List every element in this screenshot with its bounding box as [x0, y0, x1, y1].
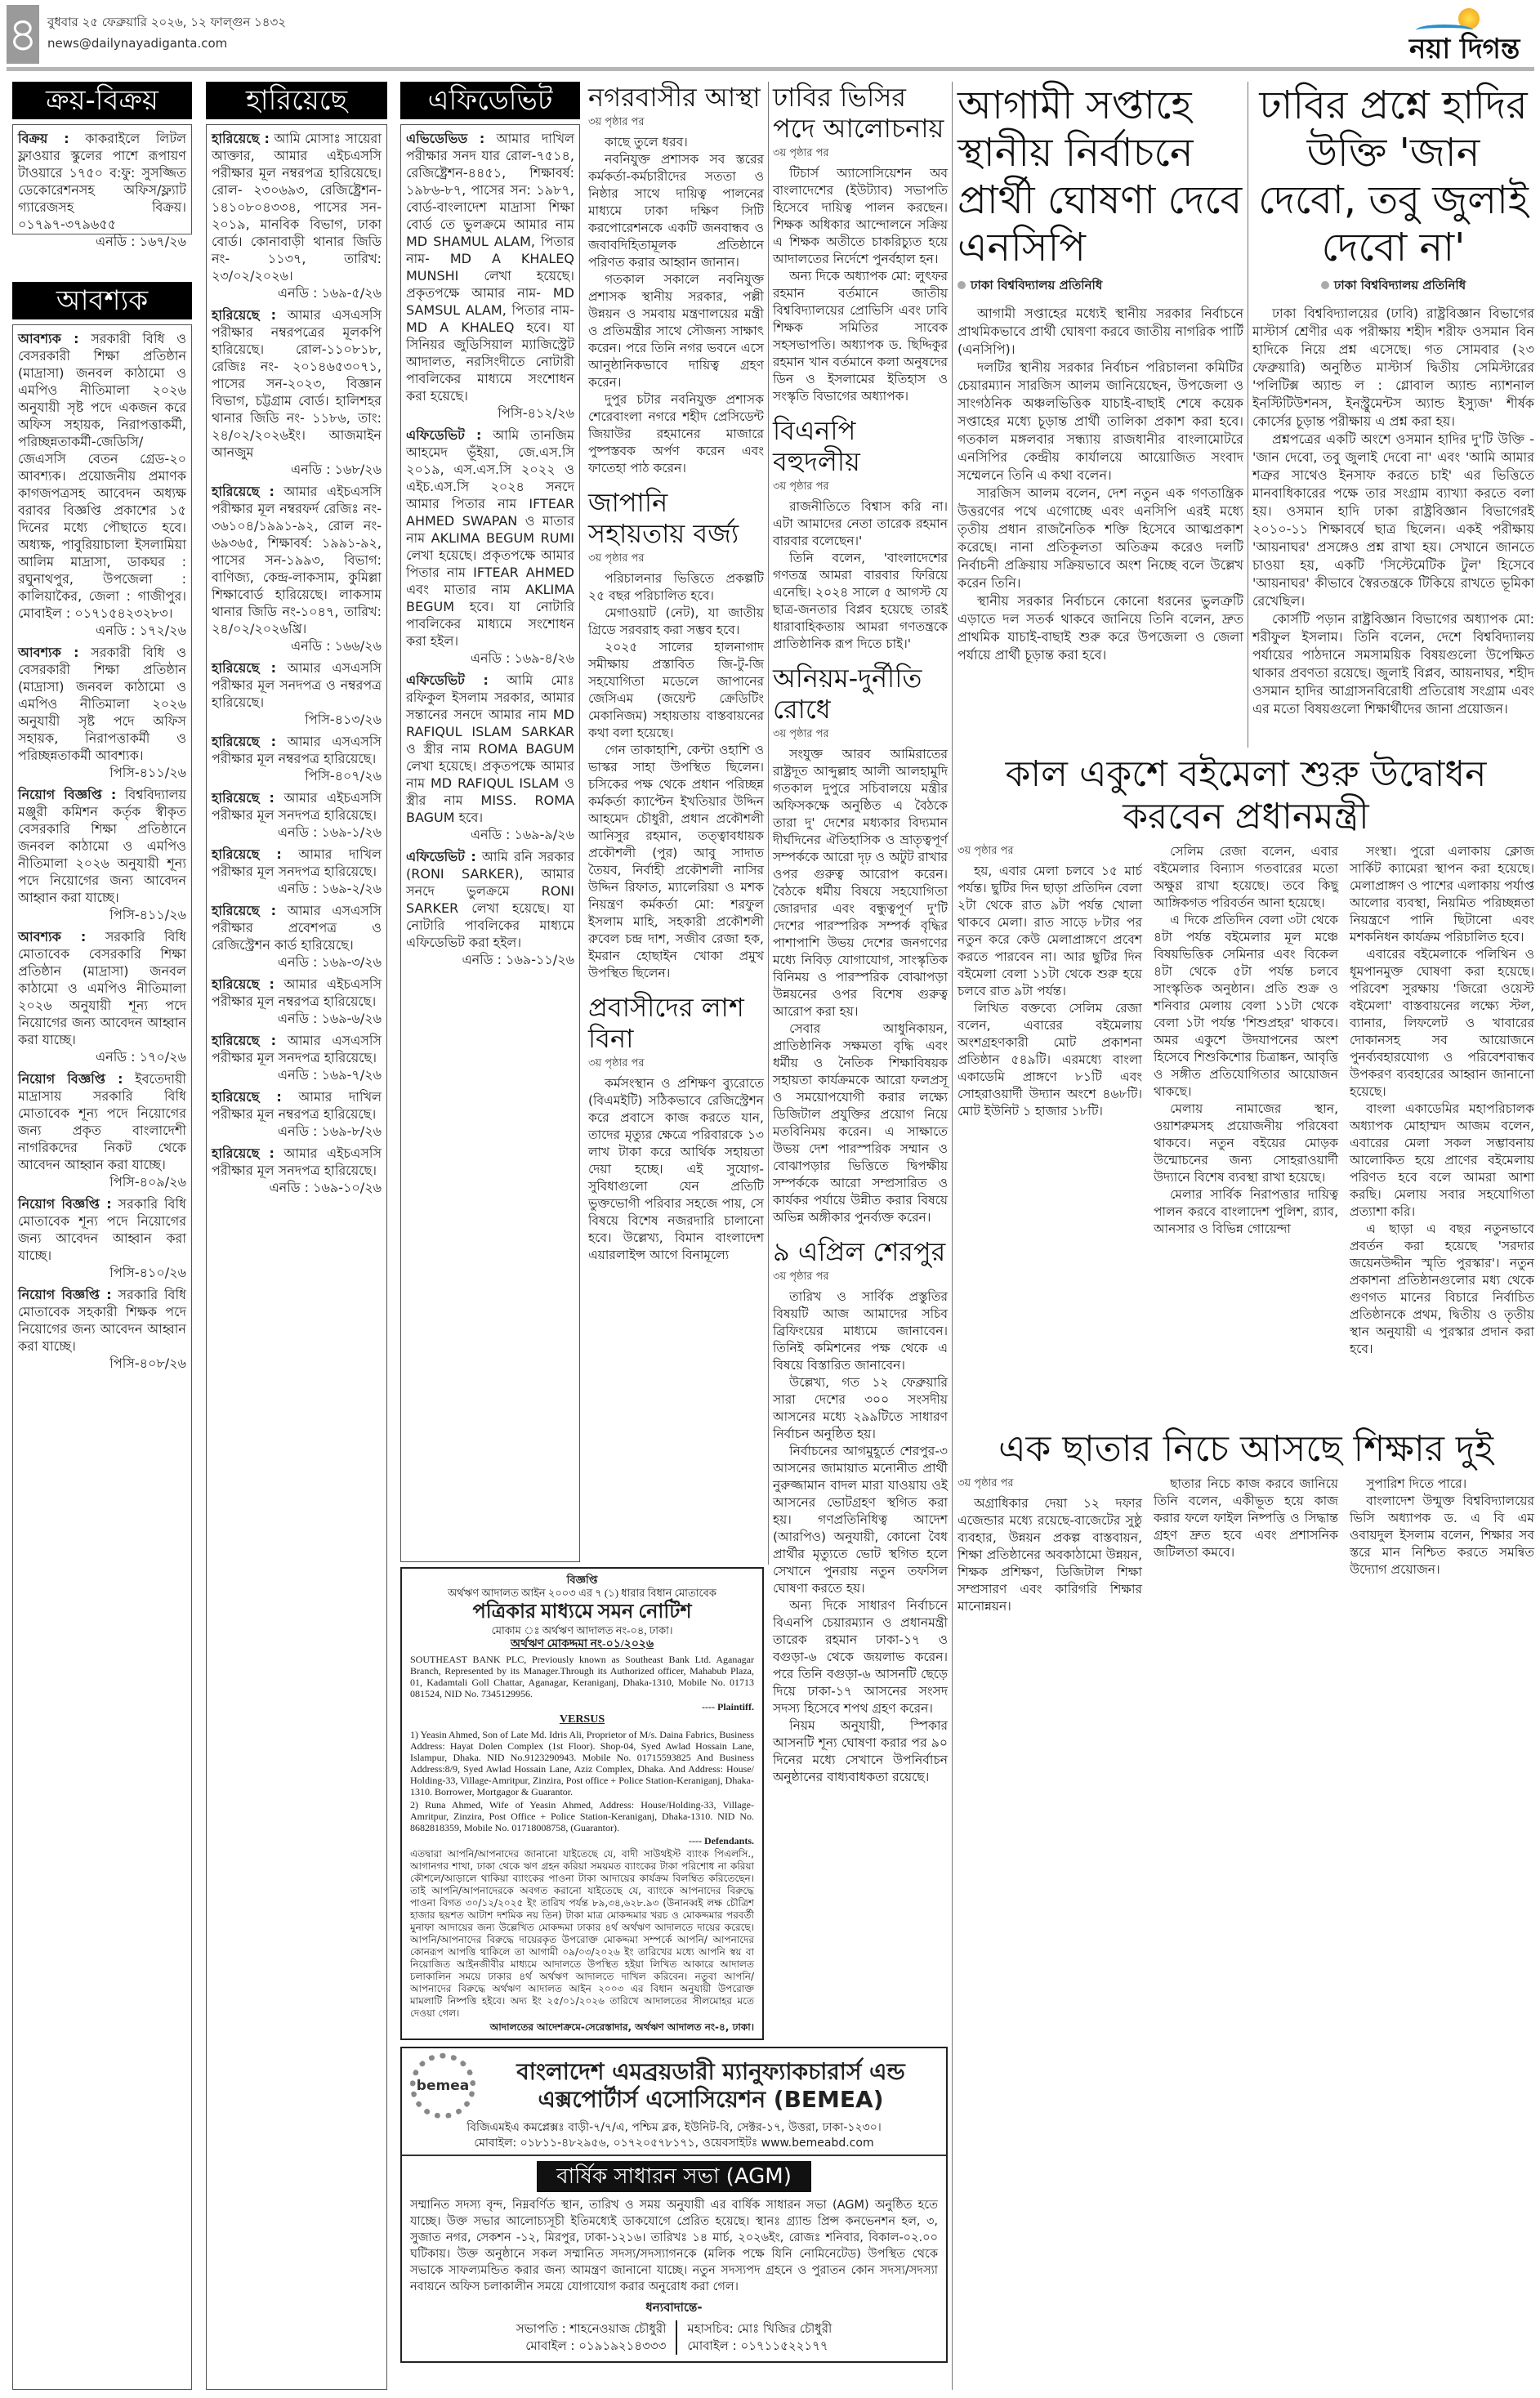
classified-label: নিয়োগ বিজ্ঞপ্তি : — [18, 1071, 123, 1087]
article-column — [1154, 843, 1338, 1358]
paragraph: সেবার আধুনিকায়ন, প্রাতিষ্ঠানিক সক্ষমতা বৃদ্ধি এবং ধর্মীয় ও নৈতিক শিক্ষাবিষয়ক সহায়তা কার্যক্রমকে আরো ফলপ্রসূ ও সময়োপযোগী করার লক্ষ্যে ডিজিটাল প্রযুক্তির প্রয়োগ নিয়ে মতবিনিময় করেন। এ সাক্ষাতে উভয় দেশ পারস্পরিক সম্মান ও বোঝাপড়ার ভিত্তিতে দ্বিপক্ষীয় সম্পর্ককে আরো সম্প্রসারিত ও কার্যকর পর্যায়ে উন্নীত করার বিষয়ে অভিন্ন অঙ্গীকার পুনর্ব্যক্ত করেন। — [773, 1021, 948, 1225]
paragraph: সারজিস আলম বলেন, দেশ নতুন এক গণতান্ত্রিক উত্তরণের পথে এগোচ্ছে এবং এনসিপি এরই মধ্যে তৃতীয় প্রধান রাজনৈতিক শক্তি হিসেবে আত্মপ্রকাশ করেছে। নানা প্রতিকূলতা অতিক্রম করেও দলটি নির্বাচনী প্রক্রিয়ায় সক্রিয়ভাবে অংশ নিচ্ছে বলে উল্লেখ করেন তিনি। — [957, 485, 1243, 591]
notice-case-number: অর্থঋণ মোকদ্দমা নং-০১/২০২৬ — [510, 1638, 654, 1650]
paragraph: রাজনীতিতে বিশ্বাস করি না। এটা আমাদের নেতা তারেক রহমান বারবার বলেছেন।' — [773, 499, 948, 548]
classified-label: আবশ্যক : — [18, 331, 79, 346]
classified-label: হারিয়েছে : — [212, 734, 276, 749]
classified-code: পিসি-৪১১/২৬ — [109, 907, 186, 922]
classified-label: বিক্রয় : — [18, 131, 69, 146]
headline: ৯ এপ্রিল শেরপুর — [773, 1236, 946, 1267]
paragraph: দুপুর চটার নবনিযুক্ত প্রশাসক শেরেবাংলা নগরে শহীদ প্রেসিডেন্ট জিয়াউর রহমানের মাজারে পুষ্পস্তবক অর্পণ করেন এবং ফাতেহা পাঠ করেন। — [588, 392, 764, 476]
paragraph: মেলায় নামাজের স্থান, ওয়াশরুমসহ প্রয়োজনীয় পরিষেবা থাকবে। নতুন বইয়ের মোড়ক উন্মোচনের জন্য সোহরাওয়ার্দী উদ্যানে বিশেষ ব্যবস্থা রাখা হয়েছে। — [1154, 1101, 1338, 1185]
classified-label: হারিয়েছে : — [212, 846, 282, 862]
newspaper-logo[interactable] — [1401, 7, 1532, 64]
classified-code: এনডি : ১৬৯-৮/২৬ — [277, 1123, 382, 1139]
classified-item — [212, 789, 382, 841]
paragraph: গতকাল সকালে নবনিযুক্ত প্রশাসক স্থানীয় সরকার, পল্লী উন্নয়ন ও সমবায় মন্ত্রণালয়ের মন্ত্রী ও প্রতিমন্ত্রীর সাথে সৌজন্য সাক্ষাৎ করেন। পরে তিনি নগর ভবনে এসে আনুষ্ঠানিকভাবে দায়িত্ব গ্রহণ করেন। — [588, 272, 764, 390]
continued-label: ৩য় পৃষ্ঠার পর — [957, 1477, 1014, 1489]
classified-item — [18, 928, 186, 1065]
classified-code: এনডি : ১৬৯-৩/২৬ — [277, 954, 382, 970]
classified-item — [212, 306, 382, 478]
classified-text: আমার এইচএসসি পরীক্ষার মূল নম্বরপত্র হারিয়েছে। — [212, 976, 382, 1009]
section-header-buy-sell: ক্রয়-বিক্রয় — [12, 82, 192, 119]
classified-code: এনডি : ১৬৬/২৬ — [290, 638, 382, 654]
classified-label: এফিডেভিট : — [406, 849, 476, 864]
classified-box-wanted — [12, 324, 192, 2390]
paragraph: মেলার সার্বিক নিরাপত্তার দায়িত্ব পালন করবে বাংলাদেশ পুলিশ, র‌্যাব, আনসার ও বিভিন্ন গোয়েন্দা — [1154, 1187, 1338, 1236]
paragraph: স্থানীয় সরকার নির্বাচনে কোনো ধরনের ভুলত্রুটি এড়াতে দল সতর্ক থাকবে জানিয়ে তিনি বলেন, দ্রুত প্রাথমিক যাচাই-বাছাই শুরু করে উপজেলা ও জেলা পর্যায়ে প্রার্থী চূড়ান্ত করা হবে। — [957, 593, 1243, 663]
address-line: বিজিএমইএ কমপ্লেক্সঃ বাড়ী-৭/৭/এ, পশ্চিম ব্লক, ইউনিট-বি, সেক্টর-১৭, উত্তরা, ঢাকা-১২৩০। — [466, 2121, 882, 2134]
paragraph: সেলিম রেজা বলেন, এবার বইমেলার বিন্যাস গতবারের মতো অক্ষুণ্ণ রাখা হয়েছে। তবে কিছু আঙ্গিকগত পরিবর্তন আনা হয়েছে। — [1154, 844, 1338, 910]
summons-notice-ad — [400, 1567, 764, 2040]
classified-label: এফিডেভিট : — [406, 427, 482, 443]
classified-item — [212, 846, 382, 897]
classified-text: সরকারি বিধি মোতাবেক শূন্য পদে নিয়োগের জন্য আবেদন আহ্বান করা যাচ্ছে। — [18, 1196, 186, 1263]
classified-item — [18, 786, 186, 923]
classified-label: হারিয়েছে : — [212, 790, 275, 806]
classified-text: আমার দাখিল পরীক্ষার সনদ যার রোল-৭৫১৪, রেজিষ্ট্রেশন-৪৪৫১, শিক্ষাবর্ষ: ১৯৮৬-৮৭, পাসের সন: ১৯৮৭, বোর্ড-বাংলাদেশ মাদ্রাসা শিক্ষা বোর্ড তে ভুলক্রমে আমার নাম MD SHAMUL ALAM, পিতার নাম- MD A KHALEQ MUNSHI লেখা হয়েছে। প্রকৃতপক্ষে আমার নাম- MD SAMSUL ALAM, পিতার নাম- MD A KHALEQ হবে। যা সিনিয়র জুডিসিয়াল ম্যাজিস্ট্রেট আদালত, নরসিংদীতে নোটারী পাবলিকের মাধ্যমে সংশোধন করা হয়েছে। — [406, 131, 574, 404]
article-boimela — [957, 753, 1534, 1358]
classified-code: পিসি-৪১৩/২৬ — [305, 712, 382, 727]
paragraph: পরিচালনার ভিত্তিতে প্রকল্পটি ২৫ বছর পরিচালিত হবে। — [588, 571, 764, 603]
classified-item — [212, 1032, 382, 1083]
organization-name: বাংলাদেশ এমব্রয়ডারী ম্যানুফ্যাকচারার্স এন্ড এক্সপোর্টার্স এসোসিয়েশন (BEMEA) — [516, 2058, 905, 2113]
paragraph: ঢাকা বিশ্ববিদ্যালয়ের (ঢাবি) রাষ্ট্রবিজ্ঞান বিভাগের মাস্টার্স শ্রেণীর এক পরীক্ষায় শহীদ শরীফ ওসমান বিন হাদিকে নিয়ে প্রশ্ন এসেছে। গত সোমবার (২৩ ফেব্রুয়ারি) অনুষ্ঠিত মাস্টার্স দ্বিতীয় সেমিস্টারের 'পলিটিক্স অ্যান্ড ল : গ্লোবাল অ্যান্ড ন্যাশনাল ইনস্টিটিউশনস, ইনস্ট্রুমেন্টস অ্যান্ড ইস্যুজ' শীর্ষক কোর্সের চূড়ান্ত পরীক্ষায় এ প্রশ্ন করা হয়। — [1252, 306, 1534, 429]
article-probashi — [588, 992, 764, 1264]
classified-code: এনডি : ১৬৯-১/২৬ — [277, 824, 382, 840]
ads-stack — [400, 1567, 948, 2363]
continued-label: ৩য় পৃষ্ঠার পর — [588, 1057, 645, 1069]
secretary-signature — [677, 2320, 841, 2355]
classified-code: পিসি-৪০৯/২৬ — [109, 1174, 186, 1190]
byline: ঢাকা বিশ্ববিদ্যালয় প্রতিনিধি — [957, 276, 1243, 297]
classified-text: সরকারী বিধি ও বেসরকারী শিক্ষা প্রতিষ্ঠান (মাদ্রাসা) জনবল কাঠামো ও এমপিও নীতিমালা ২০২৬ অনুযায়ী সৃষ্ট পদে অফিস সহায়ক, নিরাপত্তাকর্মী ও পরিচ্ছন্নতাকর্মী আবশ্যক। — [18, 645, 186, 763]
paragraph: কাছে তুলে ধরব। — [605, 135, 688, 150]
article-oniyom — [773, 663, 948, 1226]
article-bnp — [773, 415, 948, 653]
paragraph: হয়, এবার মেলা চলবে ১৫ মার্চ পর্যন্ত। ছুটির দিন ছাড়া প্রতিদিন বেলা ২টা থেকে রাত ৯টা পর্যন্ত খোলা থাকবে মেলা। রাত সাড়ে ৮টার পর নতুন করে কেউ মেলাপ্রাঙ্গণে প্রবেশ করতে পারবেন না। আর ছুটির দিন বইমেলা বেলা ১১টা থেকে শুরু হয়ে চলবে রাত ৯টা পর্যন্ত। — [957, 864, 1142, 998]
headline: বিএনপি বহুদলীয় — [773, 415, 860, 477]
bemea-logo: bemea — [410, 2053, 475, 2119]
classified-item — [212, 733, 382, 784]
classified-text: কাকরাইলে লিটল ফ্লাওয়ার স্কুলের পাশে রূপায়ণ টাওয়ারে ১৭৫০ ব:ফু: সুসজ্জিত ডেকোরেশনসহ অফিস/ফ্ল্যাট গ্যারেজসহ বিক্রয়। ০১৭৯৭-৩৭৯৬৫৫ — [18, 131, 186, 232]
agm-body: সম্মানিত সদস্য বৃন্দ, নিম্নবর্ণিত স্থান, তারিখ ও সময় অনুযায়ী এর বার্ষিক সাধারন সভা (AGM) অনুষ্ঠিত হতে যাচ্ছে। উক্ত সভার আলোচ্যসূচী ইতিমধ্যেই ডাকযোগে প্রেরিত হয়েছে। স্থানঃ গ্র্যান্ড প্রিন্স কনভেনশন হল, ৩, সুজাত নগর, সেকশন -১২, মিরপুর, ঢাকা-১২১৬। তারিখঃ ১৪ মার্চ, ২০২৬ইং, রোজঃ শনিবার, বিকাল-০২.০০ ঘটিকায়। উক্ত অনুষ্ঠানে সকল সম্মানিত সদস্য/সদস্যাগনকে (মলিক পক্ষে যিনি নোমিনেটেড) উপস্থিত থেকে সভাকে সাফল্যমন্ডিত করার জন্য আমন্ত্রণ জানানো যাচ্ছে। নতুন সদস্যপদ গ্রহনে ও পুরাতন কোন সদস্য/সদস্যা নবায়নে অফিস চলাকালীন সময়ে যোগাযোগ করার অনুরোধ করা গেল। — [410, 2199, 938, 2293]
classified-item — [18, 1286, 186, 1372]
notice-body: এতদ্বারা আপনি/আপনাদের জানানো যাইতেছে যে, বাদী সাউথইস্ট ব্যাংক পিএলসি., আগানগর শাখা, ঢাকা থেকে ঋণ গ্রহন করিয়া সময়মত ব্যাংকের টাকা পরিশোধ না করিয়া কৌশলে/আড়ালে থাকিয়া ব্যাংকের পাওনা টাকা আদায়ের কার্যক্রম বিলম্বিত করিতেছেন। তাই আপনি/আপনাদেরকে অবগত করানো যাইতেছে যে, ব্যাংকে আপনাদের বিরুদ্ধে পাওনা বিগত ৩০/১২/২০২৫ ইং তারিখ পর্যন্ত ৮৯,৩৪,৬২৮.৯৩ (উনানব্বই লক্ষ চৌত্রিশ হাজার ছয়শত আটাশ দশমিক নয় তিন) টাকা মাত্র মোকদ্দমার খরচ ও মোকদ্দমার পরবর্তী মুনাফা আদায়ের জন্য উল্লেখিত মোকদ্দমা ঢাকার ৪র্থ অর্থঋণ আদালতে দায়ের করেছে। আপনি/আপনাদের বিরুদ্ধে দায়েরকৃত উপরোক্ত মোকদ্দমা সম্পর্কে আপনি/ আপনাদের কোনরূপ আপত্তি থাকিলে তা আগামী ০৯/০৩/২০২৬ ইং তারিখের মধ্যে আপনি স্বয় বা নিয়োজিত আইনজীবীর মাধ্যমে আদালতে উপস্থিত হইয়া লিখিত আকারে আদালত চলাকালিন সময়ে ঢাকার ৪র্থ অর্থঋণ আদালতে দাখিল করিবেন। নতুবা আপনি/আপনাদের বিরুদ্ধে অর্থঋণ আদালত আইন ২০০৩ এর বিধান অনুযায়ী উপরোক্ত মামলাটি নিষ্পত্তি হইবে। অদ্য ইং ২৫/০১/২০২৬ তারিখে আদালতের সীলমোহর মতে দেওয়া গেল। — [410, 1848, 754, 2019]
paragraph: বাংলা একাডেমির মহাপরিচালক অধ্যাপক মোহাম্মদ আজম বলেন, এবারের মেলা সকল সম্ভাবনায় আলোকিত হয়ে প্রাণের বইমেলায় পরিণত হবে বলে আমরা আশা করছি। মেলায় সবার সহযোগিতা প্রত্যাশা করি। — [1350, 1101, 1534, 1219]
issue-date: বুধবার ২৫ ফেব্রুয়ারি ২০২৬, ১২ ফাল্গুন ১৪৩২ — [47, 15, 287, 29]
article-column — [957, 843, 1142, 1358]
paragraph: সুপারিশ দিতে পারে। — [1366, 1476, 1467, 1491]
classified-label: এফিডেভিট : — [406, 672, 489, 688]
continued-label: ৩য় পৃষ্ঠার পর — [773, 147, 829, 159]
president-mobile: মোবাইল : ০১৯১৯২১৪৩৩৩ — [525, 2338, 667, 2353]
paragraph: ২০২৫ সালের হালনাগাদ সমীক্ষায় প্রস্তাবিত জি-টু-জি সহযোগিতা মডেলে জাপানের জেসিএম (জয়েন্ট ক্রেডিটিং মেকানিজম) সহায়তায় বাস্তবায়নের কথা বলা হয়েছে। — [588, 640, 764, 740]
classified-label: হারিয়েছে : — [212, 903, 276, 918]
news-column-5 — [773, 82, 948, 1796]
headline: ঢাবির প্রশ্নে হাদির উক্তি 'জান দেবো, তবু জুলাই দেবো না' — [1258, 83, 1529, 270]
classified-code: এনডি : ১৬৯-৪/২৬ — [470, 650, 574, 666]
article-columns — [957, 1476, 1534, 1615]
classified-label: হারিয়েছে : — [212, 1089, 282, 1105]
paragraph: তিনি বলেন, 'বাংলাদেশের গণতন্ত্র আমরা বারবার ফিরিয়ে এনেছি। ২০২৪ সালে ৫ আগস্ট যে ছাত্র-জনতার বিপ্লব হয়েছে তারই ধারাবাহিকতায় আমরা গণতন্ত্রকে প্রাতিষ্ঠানিক রূপ দিতে চাই।' — [773, 551, 948, 651]
headline: নগরবাসীর আস্থা — [588, 82, 761, 113]
article-nagorbashi — [588, 82, 764, 477]
classified-code: এনডি : ১৬৭/২৬ — [95, 234, 186, 249]
header-divider — [7, 67, 1534, 71]
classified-item — [18, 1070, 186, 1190]
classified-item — [18, 130, 186, 250]
classified-text: সরকারি বিধি মোতাবেক বেসরকারি শিক্ষা প্রতিষ্ঠান (মাদ্রাসা) জনবল কাঠামো ও এমপিও নীতিমালা ২০২৬ অনুযায়ী শূন্য পদে নিয়োগের জন্য আবেদন আহ্বান করা যাচ্ছে। — [18, 929, 186, 1047]
classified-item — [406, 426, 574, 667]
classified-label: আবশ্যক : — [18, 645, 79, 660]
article-column — [1350, 1476, 1534, 1615]
classified-text: আমার দাখিল পরীক্ষার মূল সনদপত্র হারিয়েছে। — [212, 846, 382, 879]
classified-text: সরকারী বিধি ও বেসরকারী শিক্ষা প্রতিষ্ঠান (মাদ্রাসা) জনবল কাঠামো ও এমপিও নীতিমালা ২০২৬ অনুযায়ী সৃষ্ট পদে একজন করে অফিস সহায়ক, নিরাপত্তাকর্মী, পরিচ্ছন্নতাকর্মী-জেডিসি/জেএসসি বেতন গ্রেড-২০ আবশ্যক। প্রয়োজনীয় প্রমাণক কাগজপত্রসহ আবেদন অধ্যক্ষ বরাবর বিজ্ঞপ্তি প্রকাশের ১৫ দিনের মধ্যে পৌছাতে হবে। অধ্যক্ষ, পাবুরিয়াচালা ইসলামিয়া আলিম মাদ্রাসা, ডাকঘর : রঘুনাথপুর, উপজেলা : কালিয়াকৈর, জেলা : গাজীপুর। মোবাইল : ০১৭১৫৪২৩২৮৩। — [18, 331, 186, 621]
organization-address — [410, 2120, 938, 2151]
classified-label: হারিয়েছে : — [212, 307, 276, 323]
classified-item — [212, 902, 382, 971]
article-shikkha — [957, 1428, 1534, 1615]
classified-code: এনডি : ১৬৯-৯/২৬ — [470, 827, 574, 842]
article-dhabi-vc — [773, 82, 948, 405]
classified-item — [212, 976, 382, 1027]
headline: আগামী সপ্তাহে স্থানীয় নির্বাচনে প্রার্থী ঘোষণা দেবে এনসিপি — [957, 83, 1243, 270]
continued-label: ৩য় পৃষ্ঠার পর — [957, 845, 1014, 857]
classified-item — [18, 330, 186, 639]
classified-code: এনডি : ১৭০/২৬ — [95, 1049, 186, 1065]
headline: প্রবাসীদের লাশ বিনা — [588, 992, 744, 1054]
notice-defendant-2: 2) Runa Ahmed, Wife of Yeasin Ahmed, Address: House/Holding-33, Village-Amritpur, Zinzira, Post Office + Police Station-Keraniganj, Dhaka-1310. NID No. 8682818359, Mobile No. 01718008758, (Guarantor). — [410, 1799, 754, 1833]
classified-text: আমি মোঃ রফিকুল ইসলাম সরকার, আমার সন্তানের সনদে আমার নাম MD RAFIQUL ISLAM SARKAR ও স্ত্রীর নাম ROMA BAGUM লেখা হয়েছে। প্রকৃতপক্ষে আমার নাম MD RAFIQUL ISLAM ও স্ত্রীর নাম MISS. ROMA BAGUM হবে। — [406, 672, 574, 825]
classified-item — [18, 1195, 186, 1281]
classified-text: আমি মোসাঃ সায়েরা আক্তার, আমার এইচএসসি পরীক্ষার মূল নম্বরপত্র হারিয়েছে। রোল- ২৩০৬৯৩, রেজিষ্ট্রেশন- ১৪১০৮০৪৩৩৪, পাসের সন- ২০১৯, মানবিক বিভাগ, ঢাকা বোর্ড। কোনাবাড়ী থানার জিডি নং- ১১৩৭, তারিখ: ২৩/০২/২০২৬। — [212, 131, 382, 284]
classified-label: হারিয়েছে : — [212, 484, 275, 499]
headline: কাল একুশে বইমেলা শুরু উদ্বোধন করবেন প্রধানমন্ত্রী — [1005, 753, 1487, 837]
paragraph: তারিখ ও সার্বিক প্রস্তুতির বিষয়টি আজ আমাদের সচিব ব্রিফিংয়ের মাধ্যমে জানাবেন। তিনিই কমিশনের পক্ষ থেকে এ বিষয়ে বিস্তারিত জানাবেন। — [773, 1289, 948, 1373]
paragraph: অগ্রাধিকার দেয়া ১২ দফার এজেন্ডার মধ্যে রয়েছে-বাজেটের সুষ্ঠু ব্যবহার, উন্নয়ন প্রকল্প বাস্তবায়ন, শিক্ষা প্রতিষ্ঠানের অবকাঠামো উন্নয়ন, শিক্ষক প্রশিক্ষণ, ডিজিটাল শিক্ষা সম্প্রসারণ এবং কারিগরি শিক্ষার মানোন্নয়ন। — [957, 1496, 1142, 1614]
paragraph: সংস্থা। পুরো এলাকায় ক্লোজ সার্কিট ক্যামেরা স্থাপন করা হয়েছে। মেলাপ্রাঙ্গণ ও পাশের এলাকায় পর্যাপ্ত আলোর ব্যবস্থা, নিয়মিত পরিচ্ছন্নতা নিয়ন্ত্রণে পানি ছিটানো এবং মশকনিধন কার্যক্রম পরিচালিত হবে। — [1350, 844, 1534, 944]
bemea-agm-ad — [400, 2047, 948, 2363]
classified-label: হারিয়েছে : — [212, 1145, 275, 1161]
president-name: সভাপতি : শাহনেওয়াজ চৌধুরী — [516, 2321, 667, 2336]
classified-text: আমার এসএসসি পরীক্ষার মূল সনদপত্র ও নম্বরপত্র হারিয়েছে। — [212, 660, 382, 710]
classified-label: হারিয়েছে : — [212, 976, 275, 992]
headline: জাপানি সহায়তায় বর্জ্য — [588, 487, 739, 549]
classified-text: বিশ্ববিদ্যালয় মঞ্জুরী কমিশন কর্তৃক স্বীকৃত বেসরকারি শিক্ষা প্রতিষ্ঠানে জনবল কাঠামো ও এমপিও নীতিমালা ২০২৬ অনুযায়ী শূন্য পদে নিয়োগের জন্য আবেদন আহ্বান করা যাচ্ছে। — [18, 787, 186, 905]
article-column — [957, 1476, 1142, 1615]
classified-text: আমার এসএসসি পরীক্ষার নম্বরপত্রের মূলকপি হারিয়েছে। রোল-১১০৮১৮, রেজিঃ নং- ২০১৪৬৫৩০৭১, পাসের সন-২০২৩, বিজ্ঞান বিভাগ, চট্টগ্রাম বোর্ড। হালিশহর থানার জিডি নং- ১১৮৬, তাং: ২৪/০২/২০২৬ইং। আজমাইন আনজুম — [212, 307, 382, 460]
paragraph: প্রশ্নপত্রের একটি অংশে ওসমান হাদির দু'টি উক্তি - 'জান দেবো, তবু জুলাই দেবো না' এবং 'আমি আমার শত্রুর সাথেও ইনসাফ করতে চাই' এর ভিত্তিতে মানবাধিকারের পক্ষে তার সংগ্রাম ব্যাখ্যা করতে বলা হয়। ওসমান হাদি ঢাকা রাষ্ট্রবিজ্ঞান বিভাগেরই ২০১০-১১ শিক্ষাবর্ষে ছাত্র ছিলেন। একই পরীক্ষায় 'আয়নাঘর' প্রসঙ্গেও প্রশ্ন রাখা হয়। সেখানে জানতে চাওয়া হয়, একটি 'সিস্টেমেটিক টুল' হিসেবে 'আয়নাঘর' কীভাবে স্বৈরতন্ত্রকে টিকিয়ে রাখতে ভূমিকা রেখেছিল। — [1252, 431, 1534, 609]
president-signature — [507, 2320, 678, 2355]
classified-label: এভিডেভিড : — [406, 131, 485, 146]
article-japani — [588, 487, 764, 982]
paragraph: এবারের বইমেলাকে পলিথিন ও ধূমপানমুক্ত ঘোষণা করা হয়েছে। পরিবেশ সুরক্ষায় 'জিরো ওয়েস্ট বইমেলা' বাস্তবায়নের লক্ষ্যে স্টল, ব্যানার, লিফলেট ও খাবারের দোকানসহ সব আয়োজনে পুনর্ব্যবহারযোগ্য ও পরিবেশবান্ধব উপকরণ ব্যবহারের আহ্বান জানানো হয়েছে। — [1350, 947, 1534, 1099]
paragraph: লিখিত বক্তব্যে সেলিম রেজা বলেন, এবারের বইমেলায় অংশগ্রহণকারী মোট প্রকাশনা প্রতিষ্ঠান ৫৪৯টি। এরমধ্যে বাংলা একাডেমি প্রাঙ্গণে ৮১টি এবং সোহরাওয়ার্দী উদ্যান অংশে ৪৬৮টি। মোট ইউনিট ১ হাজার ১৮টি। — [957, 1001, 1142, 1119]
continued-label: ৩য় পৃষ্ঠার পর — [773, 728, 829, 740]
defendants-label: ---- Defendants. — [689, 1835, 754, 1847]
classified-item — [212, 659, 382, 728]
news-column-4 — [588, 82, 764, 1274]
classified-code: পিসি-৪০৭/২৬ — [305, 768, 382, 784]
continued-label: ৩য় পৃষ্ঠার পর — [588, 552, 645, 565]
column-divider — [768, 82, 769, 1565]
section-header-wanted: আবশ্যক — [12, 282, 192, 319]
signatures — [410, 2320, 938, 2355]
classified-code: এনডি : ১৬৯-৭/২৬ — [277, 1067, 382, 1083]
classified-code: এনডি : ১৭২/২৬ — [95, 623, 186, 638]
classified-code: এনডি : ১৬৯-১০/২৬ — [269, 1180, 382, 1195]
logo-text: নয়া দিগন্ত — [1409, 33, 1520, 65]
paragraph: দলটির স্থানীয় সরকার নির্বাচন পরিচালনা কমিটির চেয়ারম্যান সারজিস আলম জানিয়েছেন, উপজেলা ও সাংগঠনিক অঞ্চলভিত্তিক যাচাই-বাছাই শেষে কয়েক সপ্তাহের মধ্যে চূড়ান্ত প্রার্থী তালিকা প্রকাশ করা হবে। গতকাল মঙ্গলবার সন্ধ্যায় রাজধানীর বাংলামোটরে এনসিপির কেন্দ্রীয় কার্যালয়ে আয়োজিত সংবাদ সম্মেলনে তিনি এ কথা বলেন। — [957, 359, 1243, 483]
classified-text: আমার এসএসসি পরীক্ষার মূল নম্বরপত্র হারিয়েছে। — [212, 734, 382, 766]
article-hadi — [1252, 82, 1534, 718]
secretary-name: মহাসচিব: মোঃ খিজির চৌধুরী — [687, 2321, 832, 2336]
paragraph: কোর্সটি পড়ান রাষ্ট্রবিজ্ঞান বিভাগের অধ্যাপক মো: শরীফুল ইসলাম। তিনি বলেন, দেশে বিশ্ববিদ্যালয় পর্যায়ের পাঠদানে সমসাময়িক বিষয়গুলো উপেক্ষিত থাকার প্রবণতা রয়েছে। জুলাই বিপ্লব, আয়নাঘর, শহীদ ওসমান হাদির আগ্রাসনবিরোধী প্রতিরোধ সংগ্রাম এবং এর মতো বিষয়গুলো শিক্ষার্থীদের জানা প্রয়োজন। — [1252, 611, 1534, 717]
classified-item — [406, 130, 574, 422]
classified-box-buy-sell — [12, 124, 192, 249]
classified-text: আমার এসএসসি পরীক্ষার প্রবেশপত্র ও রেজিস্ট্রেশন কার্ড হারিয়েছে। — [212, 903, 382, 953]
paragraph: নিয়ম অনুযায়ী, স্পিকার আসনটি শূন্য ঘোষণা করার পর ৯০ দিনের মধ্যে সেখানে উপনির্বাচন অনুষ্ঠানের বাধ্যবাধকতা রয়েছে। — [773, 1718, 948, 1784]
continued-label: ৩য় পৃষ্ঠার পর — [773, 480, 829, 493]
notice-label: বিজ্ঞপ্তি — [566, 1574, 598, 1586]
article-column — [1154, 1476, 1338, 1615]
paragraph: মেগাওয়াট (নেট), যা জাতীয় গ্রিডে সরবরাহ করা সম্ভব হবে। — [588, 605, 764, 637]
classified-box-affidavit — [400, 124, 580, 1562]
headline: এক ছাতার নিচে আসছে শিক্ষার দুই — [998, 1428, 1493, 1470]
dateline — [47, 11, 286, 54]
classified-item — [212, 130, 382, 301]
classified-text: আমার এইচএসসি পরীক্ষার মূল নম্বরফর্দ রেজিঃ নং- ৩৬১০৪/১৯৯১-৯২, রোল নং- ৬৯৩৬৫, শিক্ষাবর্ষ: ১৯৯১-৯২, পাসের সন-১৯৯৩, বিভাগ: বাণিজ্য, কেন্দ্র-লাকসাম, কুমিল্লা শিক্ষাবোর্ড হারিয়েছে। লাকসাম থানার জিডি নং-১০৪৭, তারিখ: ২৪/০২/২০২৬খ্রি। — [212, 484, 382, 636]
column-divider — [952, 82, 953, 2390]
section-header-affidavit: এফিডেভিট — [400, 82, 580, 119]
classified-label: হারিয়েছে : — [212, 131, 270, 146]
classified-text: আমি তানজিম আহমেদ ভূঁইয়া, জে.এস.সি ২০১৯, এস.এস.সি ২০২২ ও এইচ.এস.সি ২০২৪ সনদে আমার পিতার নাম IFTEAR AHMED SWAPAN ও মাতার নাম AKLIMA BEGUM RUMI লেখা হয়েছে। প্রকৃতপক্ষে আমার পিতার নাম IFTEAR AHMED এবং মাতার নাম AKLIMA BEGUM হবে। যা নোটারি পাবলিকের মাধ্যমে সংশোধন করা হইল। — [406, 427, 574, 649]
versus-label: VERSUS — [559, 1713, 605, 1726]
classified-label: হারিয়েছে : — [212, 1033, 276, 1048]
classified-text: আমি রনি সরকার (RONI SARKER), আমার সনদে ভুলক্রমে RONI SARKER লেখা হয়েছে। যা নোটারি পাবলিকের মাধ্যমে এফিডেভিট করা হইল। — [406, 849, 574, 950]
byline: ঢাকা বিশ্ববিদ্যালয় প্রতিনিধি — [1252, 276, 1534, 297]
notice-law: অর্থঋণ আদালত আইন ২০০৩ এর ৭ (১) ধারার বিধান মোতাবেক — [447, 1587, 717, 1599]
classified-code: পিসি-৪১২/২৬ — [498, 405, 574, 421]
plaintiff-label: ---- Plaintiff. — [702, 1701, 754, 1713]
paragraph: এ দিকে প্রতিদিন বেলা ৩টা থেকে ৪টা পর্যন্ত বইমেলার মূল মঞ্চে বিষয়ভিত্তিক সেমিনার এবং বিকেল ৪টা থেকে ৫টা পর্যন্ত চলবে সাংস্কৃতিক অনুষ্ঠান। প্রতি শুক্র ও শনিবার মেলায় বেলা ১১টা থেকে বেলা ১টা পর্যন্ত 'শিশুপ্রহর' থাকবে। অমর একুশে উদযাপনের অংশ হিসেবে শিশুকিশোর চিত্রাঙ্কন, আবৃত্তি ও সঙ্গীত প্রতিযোগিতার আয়োজন থাকছে। — [1154, 913, 1338, 1099]
classified-code: এনডি : ১৬৯-৬/২৬ — [277, 1011, 382, 1026]
ad-header — [410, 2053, 938, 2119]
classified-item — [406, 848, 574, 968]
classified-label: নিয়োগ বিজ্ঞপ্তি : — [18, 1196, 112, 1212]
notice-title: পত্রিকার মাধ্যমে সমন নোটিশ — [472, 1601, 692, 1623]
paragraph: গেন তাকাহাশি, কেন্টা ওহাশি ও ভাস্কর সাহা উপস্থিত ছিলেন। চসিকের পক্ষ থেকে প্রধান পরিচ্ছন্ন কর্মকর্তা ক্যাপ্টেন ইখতিয়ার উদ্দিন আহমেদ চৌধুরী, প্রধান প্রকৌশলী আনিসুর রহমান, তত্ত্বাবধায়ক প্রকৌশলী (পুর) আবু সাদাত তৈয়ব, নির্বাহী প্রকৌশলী নাসির উদ্দিন রিফাত, ম্যালেরিয়া ও মশক নিয়ন্ত্রণ কর্মকর্তা মো: শরফুল ইসলাম মাহি, সহকারী প্রকৌশলী রুবেল চন্দ্র দাশ, সজীব রেজা হক, ইমরান হোছাইন খোকা প্রমুখ উপস্থিত ছিলেন। — [588, 743, 764, 980]
classified-text: আমার এইচএসসি পরীক্ষার মূল সনদপত্র হারিয়েছে। — [212, 790, 382, 823]
classified-text: আমার এসএসসি পরীক্ষার মূল সনদপত্র হারিয়েছে। — [212, 1033, 382, 1065]
classified-item — [212, 1088, 382, 1140]
classified-text: ইবতেদায়ী মাদ্রাসায় সরকারি বিধি মোতাবেক শূন্য পদে নিয়োগের জন্য প্রকৃত বাংলাদেশী নাগরিকদের নিকট থেকে আবেদন আহ্বান করা যাচ্ছে। — [18, 1071, 186, 1172]
headline: অনিয়ম-দুর্নীতি রোধে — [773, 663, 922, 725]
classified-code: এনডি : ১৬৮/২৬ — [290, 462, 382, 477]
notice-defendant-1: 1) Yeasin Ahmed, Son of Late Md. Idris Ali, Proprietor of M/s. Daina Fabrics, Business Address: Hayat Dolen Complex (1st Floor). Shop-04, Syed Awlad Hossain Lane, Islampur, Dhaka. NID No.9123290943. Mobile No. 01715593825 And Business Address:8/9, Syed Awlad Hossain Lane, Aziz Complex, Dhaka. And Address: House/ Holding-33, Village-Amritpur, Zinzira, Post office + Police Station-Keraniganj, Dhaka-1310. Borrower, Mortgagor & Guarantor. — [410, 1729, 754, 1797]
classified-code: পিসি-৪০৮/২৬ — [109, 1355, 186, 1371]
paragraph: সংযুক্ত আরব আমিরাতের রাষ্ট্রদূত আব্দুল্লাহ আলী আলহামুদি গতকাল দুপুরে সচিবালয়ে মন্ত্রীর অফিসকক্ষে অনুষ্ঠিত এ বৈঠকে তারা দু' দেশের মধ্যকার বিদ্যমান দীর্ঘদিনের ঐতিহাসিক ও ভ্রাতৃত্বপূর্ণ সম্পর্ককে আরো দৃঢ় ও অটুট রাখার ওপর গুরুত্ব আরোপ করেন। বৈঠকে ধর্মীয় বিষয়ে সহযোগিতা জোরদার এবং বন্ধুত্বপূর্ণ দু'টি দেশের পারস্পরিক সম্পর্ক বৃদ্ধির পাশাপাশি উভয় দেশের জনগণের মধ্যে নিবিড় যোগাযোগ, সাংস্কৃতিক বিনিময় ও পারস্পরিক বোঝাপড়া উন্নয়নের ওপর বিশেষ গুরুত্ব আরোপ করা হয়। — [773, 747, 948, 1019]
classified-text: আমার এইচএসসি পরীক্ষার মূল সনদপত্র হারিয়েছে। — [212, 1145, 382, 1178]
article-columns — [957, 843, 1534, 1358]
paragraph: অন্য দিকে সাধারণ নির্বাচনে বিএনপি চেয়ারম্যান ও প্রধানমন্ত্রী তারেক রহমান ঢাকা-১৭ ও বগুড়া-৬ থেকে জয়লাভ করেন। পরে তিনি বগুড়া-৬ আসনটি ছেড়ে দিয়ে ঢাকা-১৭ আসনের সংসদ সদস্য হিসেবে শপথ গ্রহণ করেন। — [773, 1598, 948, 1716]
article-column — [1350, 843, 1534, 1358]
paragraph: বাংলাদেশ উন্মুক্ত বিশ্ববিদ্যালয়ের ভিসি অধ্যাপক ড. এ বি এম ওবায়দুল ইসলাম বলেন, শিক্ষার সব স্তরে মান নিশ্চিত করতে সমন্বিত উদ্যোগ প্রয়োজন। — [1350, 1494, 1534, 1577]
agm-thanks: ধন্যবাদান্তে- — [645, 2300, 703, 2315]
section-header-lost: হারিয়েছে — [206, 82, 387, 119]
paragraph: নবনিযুক্ত প্রশাসক সব স্তরের কর্মকর্তা-কর্মচারীদের সততা ও নিষ্ঠার সাথে দায়িত্ব পালনের মাধ্যমে ঢাকা দক্ষিণ সিটি করপোরেশনকে একটি জনবান্ধব ও জবাবদিহিতামূলক প্রতিষ্ঠানে পরিণত করার আহ্বান জানান। — [588, 152, 764, 270]
continued-label: ৩য় পৃষ্ঠার পর — [588, 116, 645, 128]
classified-item — [212, 1145, 382, 1196]
contact-email[interactable]: news@dailynayadiganta.com — [47, 36, 228, 51]
paragraph: টিচার্স অ্যাসোসিয়েশন অব বাংলাদেশের (ইউট্যাব) সভাপতি হিসেবে দায়িত্ব পালন করছেন। শিক্ষক অধিকার আন্দোলনে সক্রিয় এ শিক্ষক অতীতে চাকরিচ্যুত হয়ে আদালতের নির্দেশে পুনর্বহাল হন। — [773, 166, 948, 266]
page-number: ৪ — [7, 7, 38, 62]
classified-item — [18, 644, 186, 781]
headline: ঢাবির ভিসির পদে আলোচনায় — [773, 82, 944, 144]
continued-label: ৩য় পৃষ্ঠার পর — [773, 1270, 829, 1283]
classified-code: এনডি : ১৬৯-৫/২৬ — [277, 285, 382, 301]
paragraph: নির্বাচনের আগমুহূর্তে শেরপুর-৩ আসনের জামায়াত মনোনীত প্রার্থী নুরুজ্জামান বাদল মারা যাওয়ায় ওই আসনের ভোটগ্রহণ স্থগিত করা হয়। গণপ্রতিনিধিত্ব আদেশ (আরপিও) অনুযায়ী, কোনো বৈধ প্রার্থীর মৃত্যুতে ভোট স্থগিত হলে সেখানে পুনরায় নতুন তফসিল ঘোষণা করতে হয়। — [773, 1444, 948, 1596]
article-ncp — [957, 82, 1243, 664]
notice-court: মোকাম ঃ অর্থঋণ আদালত নং-০৪, ঢাকা। — [491, 1624, 673, 1637]
classified-label: নিয়োগ বিজ্ঞপ্তি : — [18, 1287, 112, 1302]
classified-text: আমার দাখিল পরীক্ষার মূল নম্বরপত্র হারিয়েছে। — [212, 1089, 382, 1122]
classified-label: হারিয়েছে : — [212, 660, 276, 676]
classified-code: এনডি : ১৬৯-১১/২৬ — [462, 952, 574, 967]
paragraph: উল্লেখ্য, গত ১২ ফেব্রুয়ারি সারা দেশের ৩০০ সংসদীয় আসনের মধ্যে ২৯৯টিতে সাধারণ নির্বাচন অনুষ্ঠিত হয়। — [773, 1375, 948, 1441]
agm-title: বার্ষিক সাধারন সভা (AGM) — [537, 2161, 811, 2192]
classified-code: পিসি-৪১১/২৬ — [109, 765, 186, 780]
classified-label: নিয়োগ বিজ্ঞপ্তি : — [18, 787, 117, 802]
paragraph: ছাতার নিচে কাজ করবে জানিয়ে তিনি বলেন, একীভূত হয়ে কাজ করার ফলে ফাইল নিষ্পত্তি ও সিদ্ধান্ত গ্রহণ দ্রুত হবে এবং প্রশাসনিক জটিলতা কমবে। — [1154, 1476, 1338, 1560]
classified-code: পিসি-৪১০/২৬ — [109, 1265, 186, 1280]
classified-item — [212, 483, 382, 654]
paragraph: কর্মসংস্থান ও প্রশিক্ষণ ব্যুরোতে (বিএমইটি) সঠিকভাবে রেজিস্ট্রেশন করে প্রবাসে কাজ করতে যান, তাদের মৃত্যুর ক্ষেত্রে পরিবারকে ১৩ লাখ টাকা করে আর্থিক সহায়তা দেয়া হচ্ছে। এই সুযোগ-সুবিধাগুলো যেন প্রতিটি ভুক্তভোগী পরিবার সহজে পায়, সে বিষয়ে বিশেষ নজরদারি চালানো হবে। উল্লেখ্য, বিমান বাংলাদেশ এয়ারলাইন্স আগে বিনামূল্যে — [588, 1076, 764, 1262]
paragraph: অন্য দিকে অধ্যাপক মো: লুৎফর রহমান বর্তমানে জাতীয় বিশ্ববিদ্যালয়ের প্রোভিসি এবং ঢাবি শিক্ষক সমিতির সাবেক সহসভাপতি। অধ্যাপক ড. ছিদ্দিকুর রহমান খান বর্তমানে কলা অনুষদের ডিন ও ইসলামের ইতিহাস ও সংস্কৃতি বিভাগের অধ্যাপক। — [773, 269, 948, 404]
notice-signature: আদালতের আদেশক্রমে-সেরেস্তাদার, অর্থঋণ আদালত নং-৪, ঢাকা। — [489, 2021, 754, 2033]
notice-plaintiff: SOUTHEAST BANK PLC, Previously known as Southeast Bank Ltd. Aganagar Branch, Represented by its Manager.Through its Authorized officer, Mahabub Plaza, 01, Kadamtali Goll Chattar, Aganagar, Keraniganj, Dhaka-1310, Mobile No. 01713 081524, NID No. 7345129956. — [410, 1654, 754, 1699]
paragraph: আগামী সপ্তাহের মধ্যেই স্থানীয় সরকার নির্বাচনে প্রাথমিকভাবে প্রার্থী ঘোষণা করবে জাতীয় নাগরিক পার্টি (এনসিপি)। — [957, 306, 1243, 357]
classified-code: এনডি : ১৬৯-২/২৬ — [277, 881, 382, 896]
contact-line: মোবাইল: ০১৮১১-৪৮২৯৫৬, ০১৭২০৫৭৮১৭১, ওয়েবসাইটঃ www.bemeabd.com — [474, 2137, 874, 2150]
secretary-mobile: মোবাইল : ০১৭১১৫২২১৭৭ — [687, 2338, 828, 2353]
classified-text: সরকারি বিধি মোতাবেক সহকারী শিক্ষক পদে নিয়োগের জন্য আবেদন আহ্বান করা যাচ্ছে। — [18, 1287, 186, 1354]
classified-label: আবশ্যক : — [18, 929, 87, 944]
classified-box-lost — [206, 124, 387, 2390]
classified-item — [406, 672, 574, 843]
paragraph: এ ছাড়া এ বছর নতুনভাবে প্রবর্তন করা হয়েছে 'সরদার জয়েনউদ্দীন স্মৃতি পুরস্কার'। নতুন প্রকাশনা প্রতিষ্ঠানগুলোর মধ্য থেকে গুণগত মানের বিচারে নির্বাচিত প্রতিষ্ঠানকে প্রথম, দ্বিতীয় ও তৃতীয় স্থান অনুযায়ী এ পুরস্কার প্রদান করা হবে। — [1350, 1221, 1534, 1356]
divider — [402, 2155, 946, 2156]
